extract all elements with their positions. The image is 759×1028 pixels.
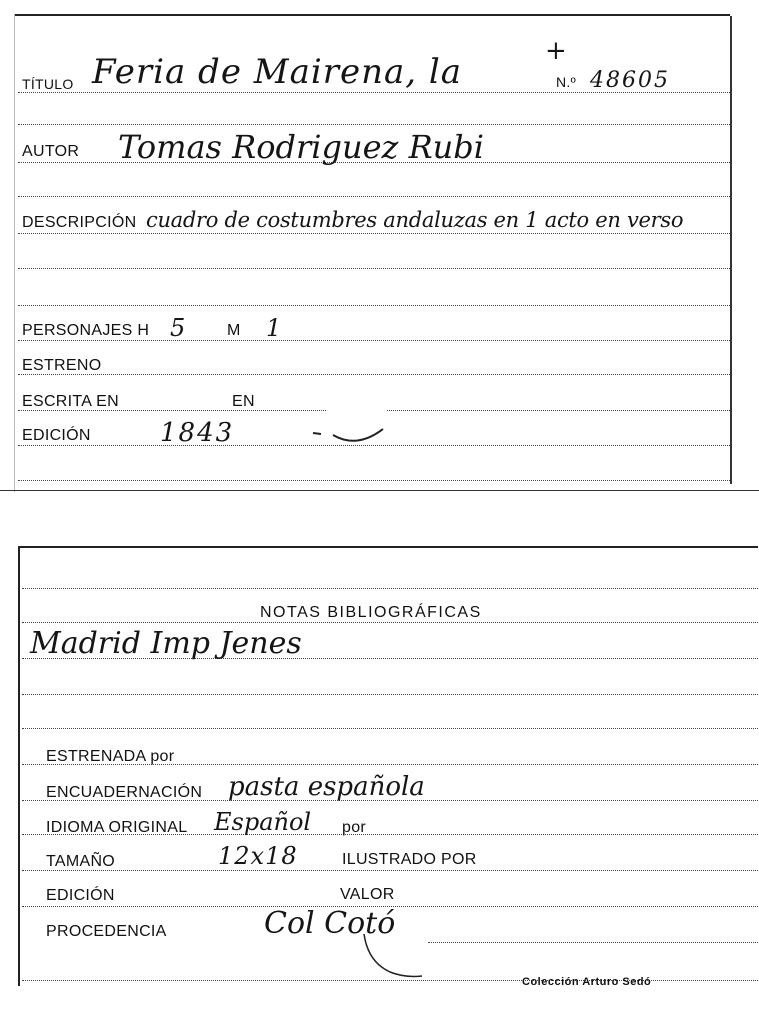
rule-estreno [18, 374, 730, 375]
rule-line [22, 588, 758, 589]
value-numero: 48605 [590, 68, 670, 93]
label-ilustrado-por: ILUSTRADO POR [342, 851, 477, 868]
notas-heading: NOTAS BIBLIOGRÁFICAS [260, 604, 482, 621]
label-estreno: ESTRENO [22, 357, 102, 374]
value-personajes-h: 5 [170, 314, 186, 342]
label-descripcion: DESCRIPCIÓN [22, 214, 137, 231]
label-edicion: EDICIÓN [22, 427, 91, 444]
catalog-card-back [0, 540, 759, 1028]
label-numero: N.º [556, 74, 577, 90]
label-personajes-h: PERSONAJES H [22, 322, 150, 339]
rule-descripcion [18, 233, 730, 234]
card-bottom-border [0, 490, 759, 491]
label-idioma-original: IDIOMA ORIGINAL [46, 819, 188, 836]
label-estrenada-por: ESTRENADA por [46, 748, 175, 765]
rule-tamano [22, 870, 758, 871]
numero-mark: + [545, 36, 567, 66]
rule-line [18, 480, 730, 481]
card-left-border [18, 546, 20, 986]
rule-line [22, 622, 758, 623]
collection-footer: Colección Arturo Sedó [522, 976, 652, 988]
label-en: EN [232, 393, 255, 410]
label-autor: AUTOR [22, 143, 80, 160]
card-right-border [730, 16, 732, 484]
value-autor: Tomas Rodriguez Rubi [118, 128, 484, 166]
rule-line [22, 728, 758, 729]
label-valor: VALOR [340, 886, 395, 903]
catalog-card-front [0, 0, 759, 494]
label-edicion-back: EDICIÓN [46, 887, 115, 904]
value-procedencia: Col Cotó [264, 906, 396, 941]
rule-personajes [18, 340, 730, 341]
label-encuadernacion: ENCUADERNACIÓN [46, 784, 203, 801]
rule-line [18, 196, 730, 197]
value-descripcion: cuadro de costumbres andaluzas en 1 acto en verso [146, 208, 684, 232]
label-escrita-en: ESCRITA EN [22, 393, 119, 410]
card-top-border [18, 546, 758, 548]
value-notas: Madrid Imp Jenes [30, 626, 302, 661]
label-personajes-m: M [227, 322, 241, 339]
rule-line [18, 268, 730, 269]
rule-procedencia [428, 942, 758, 943]
value-personajes-m: 1 [266, 314, 282, 342]
value-idioma-original: Español [214, 808, 312, 836]
card-top-border [14, 14, 730, 16]
value-edicion: 1843 [160, 418, 235, 448]
label-tamano: TAMAÑO [46, 853, 116, 870]
card-left-border [14, 14, 15, 492]
label-procedencia: PROCEDENCIA [46, 923, 167, 940]
rule-line [18, 305, 730, 306]
punch-hole-mark [305, 385, 395, 455]
rule-line [18, 124, 730, 125]
procedencia-flourish [360, 932, 430, 982]
value-tamano: 12x18 [218, 842, 298, 870]
value-titulo: Feria de Mairena, la [92, 52, 463, 92]
rule-line [22, 694, 758, 695]
label-titulo: TÍTULO [22, 76, 74, 92]
value-encuadernacion: pasta española [228, 772, 425, 802]
label-por: por [342, 819, 367, 836]
